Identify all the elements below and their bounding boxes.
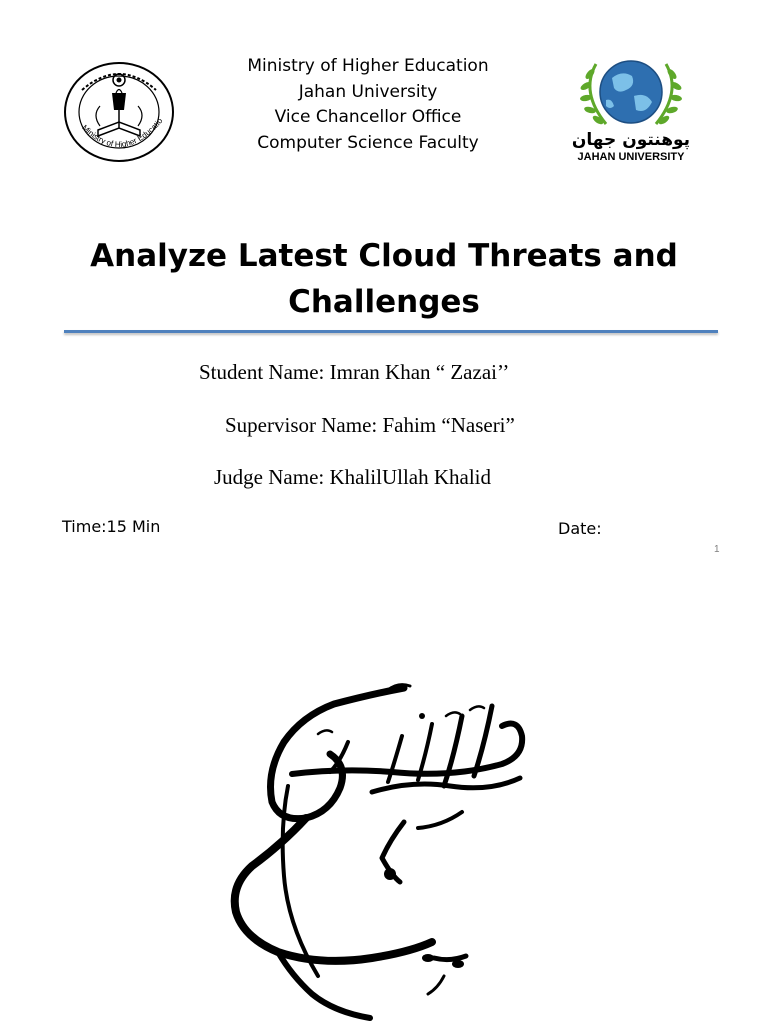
ministry-logo bbox=[62, 60, 176, 164]
title-line-1: Analyze Latest Cloud Threats and bbox=[90, 238, 678, 274]
jahan-university-english: JAHAN UNIVERSITY bbox=[577, 151, 685, 163]
time-label: Time:15 Min bbox=[62, 517, 161, 536]
title-line-2: Challenges bbox=[288, 284, 480, 320]
globe-laurel-icon bbox=[566, 56, 696, 136]
page-number: 1 bbox=[714, 544, 720, 555]
header-line-office: Vice Chancellor Office bbox=[274, 107, 462, 127]
header-line-faculty: Computer Science Faculty bbox=[257, 132, 479, 153]
jahan-university-logo bbox=[566, 56, 696, 168]
bismillah-calligraphy bbox=[222, 676, 542, 1024]
bismillah-calligraphy-icon bbox=[222, 676, 542, 1024]
date-label: Date: bbox=[558, 519, 602, 538]
svg-text:Ministry of Higher Education: Ministry of Higher Educatio bbox=[80, 116, 165, 150]
header-line-ministry: Ministry of Higher Education bbox=[247, 56, 489, 76]
document-title bbox=[40, 233, 728, 325]
judge-name: Judge Name: KhalilUllah Khalid bbox=[214, 465, 492, 489]
student-name: Student Name: Imran Khan “ Zazai’’ bbox=[199, 360, 510, 384]
institution-header bbox=[200, 54, 536, 156]
supervisor-name: Supervisor Name: Fahim “Naseri” bbox=[225, 413, 515, 437]
header-line-university: Jahan University bbox=[298, 81, 438, 102]
jahan-university-pashto: پوهنتون جهان bbox=[571, 130, 691, 150]
ministry-seal-icon bbox=[62, 60, 176, 164]
title-divider bbox=[64, 330, 718, 333]
